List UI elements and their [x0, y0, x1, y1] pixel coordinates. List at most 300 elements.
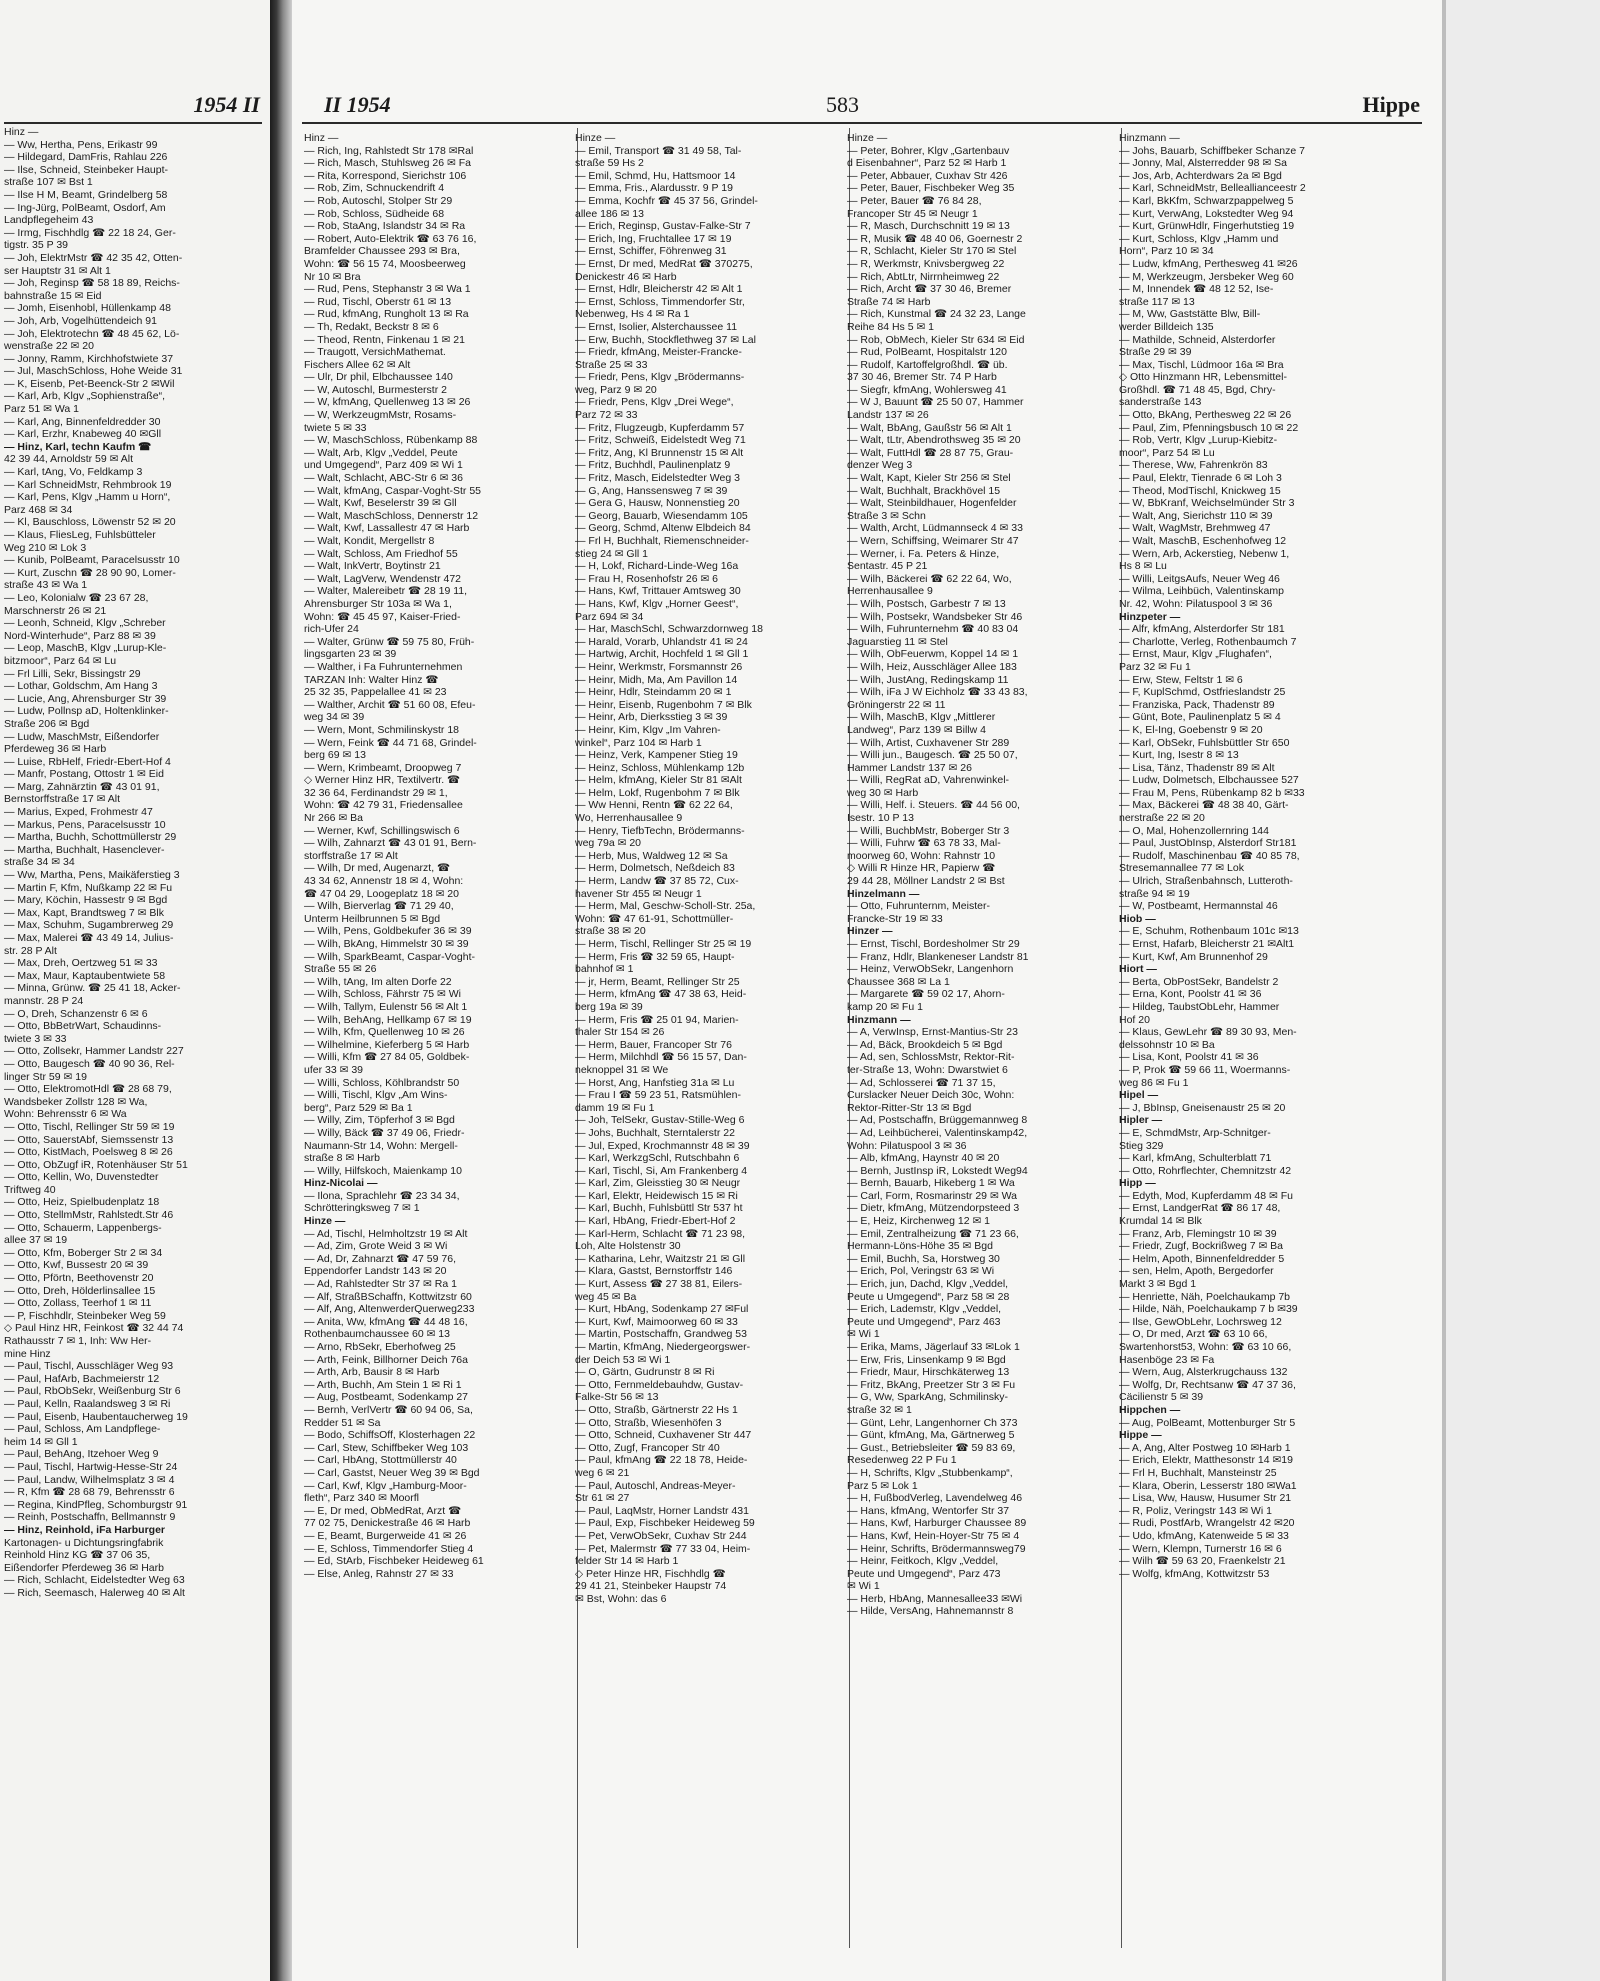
directory-entry: — Wilh, Tallym, Eulenstr 56 ✉ Alt 1	[304, 1000, 468, 1013]
directory-entry: — Erich, jun, Dachd, Klgv „Veddel,	[847, 1278, 1009, 1291]
directory-entry: — O, Gärtn, Gudrunstr 8 ✉ Ri	[575, 1366, 715, 1379]
directory-entry: felder Str 14 ✉ Harb 1	[575, 1555, 679, 1568]
directory-entry: — Erich, Pol, Veringstr 63 ✉ Wi	[847, 1265, 995, 1278]
right-page-header-year: II 1954	[324, 92, 391, 117]
directory-entry: — P, Prok ☎ 59 66 11, Woermanns-	[1119, 1063, 1291, 1076]
directory-entry: — Heinr, Kim, Klgv „Im Vahren-	[575, 723, 721, 736]
directory-entry: — Ed, StArb, Fischbeker Heideweg 61	[304, 1555, 484, 1568]
directory-entry: — Willi, BuchbMstr, Boberger Str 3	[847, 824, 1010, 837]
directory-entry: Eißendorfer Pferdeweg 36 ✉ Harb	[4, 1561, 164, 1574]
directory-entry: — Hartwig, Archit, Hochfeld 1 ✉ Gll 1	[575, 648, 749, 661]
directory-entry: Wandsbeker Zollstr 128 ✉ Wa,	[4, 1095, 148, 1108]
directory-entry: — Lisa, Tänz, Thadenstr 89 ✉ Alt	[1119, 761, 1275, 774]
directory-entry: — Emil, Transport ☎ 31 49 58, Tal-	[575, 144, 742, 157]
directory-entry: — Herm, kfmAng ☎ 47 38 63, Heid-	[575, 988, 747, 1001]
directory-entry: — Robert, Auto-Elektrik ☎ 63 76 16,	[304, 232, 477, 245]
directory-entry: twiete 5 ✉ 33	[304, 421, 367, 434]
directory-entry: — Wilh, JustAng, Redingskamp 11	[847, 673, 1009, 686]
directory-entry: — Günt, Bote, Paulinenplatz 5 ✉ 4	[1119, 711, 1281, 724]
directory-entry: — Willy, Zim, Töpferhof 3 ✉ Bgd	[304, 1114, 455, 1127]
directory-entry: 29 41 21, Steinbeker Haupstr 74	[575, 1580, 727, 1593]
directory-entry: — Friedr, Pens, Klgv „Drei Wege“,	[575, 396, 734, 409]
directory-entry: — G, Ww, SparkAng, Schmilinsky-	[847, 1391, 1009, 1404]
directory-entry: Wohn: Pilatuspool 3 ✉ 36	[847, 1139, 967, 1152]
directory-entry: — Otto, Straßb, Gärtnerstr 22 Hs 1	[575, 1403, 738, 1416]
directory-entry: — Kurt, VerwAng, Lokstedter Weg 94	[1119, 207, 1294, 220]
directory-entry: — Leo, Kolonialw ☎ 23 67 28,	[4, 591, 149, 604]
directory-entry: — Karl, HbAng, Friedr-Ebert-Hof 2	[575, 1215, 736, 1228]
directory-entry: lingsgarten 23 ✉ 39	[304, 648, 397, 661]
directory-entry: Landweg“, Parz 139 ✉ Billw 4	[847, 723, 986, 736]
directory-entry: — Mary, Köchin, Hassestr 9 ✉ Bgd	[4, 894, 168, 907]
directory-entry: — Otto, KistMach, Poelsweg 8 ✉ 26	[4, 1146, 173, 1159]
directory-entry: — Luise, RbHelf, Friedr-Ebert-Hof 4	[4, 755, 171, 768]
directory-entry: — Dietr, kfmAng, Mützendorpsteed 3	[847, 1202, 1020, 1215]
directory-entry: — Wilh ☎ 59 63 20, Fraenkelstr 21	[1119, 1555, 1286, 1568]
directory-entry: Hof 20	[1119, 1013, 1150, 1026]
directory-entry: — Erich, Ing, Fruchtallee 17 ✉ 19	[575, 232, 732, 245]
directory-entry: — Wolfg, Dr, Rechtsanw ☎ 47 37 36,	[1119, 1378, 1296, 1391]
directory-entry: rich-Ufer 24	[304, 623, 359, 636]
directory-entry: Triftweg 40	[4, 1183, 56, 1196]
directory-entry: — Wilh, SparkBeamt, Caspar-Voght-	[304, 950, 475, 963]
directory-entry: — Rudi, PostfArb, Wrangelstr 42 ✉20	[1119, 1517, 1295, 1530]
directory-entry: — Ing-Jürg, PolBeamt, Osdorf, Am	[4, 201, 166, 214]
directory-entry: — Bernh, JustInsp iR, Lokstedt Weg94	[847, 1164, 1028, 1177]
directory-entry: — Kurt, GrünwHdlr, Fingerhutstieg 19	[1119, 220, 1295, 233]
directory-entry: — Therese, Ww, Fahrenkrön 83	[1119, 459, 1268, 472]
directory-entry: — Walt, Kwf, Lassallestr 47 ✉ Harb	[304, 522, 470, 535]
directory-entry: — Ad, Rahlstedter Str 37 ✉ Ra 1	[304, 1278, 457, 1291]
directory-entry: — Hans, Kwf, Klgv „Horner Geest“,	[575, 597, 739, 610]
directory-entry: — Heinr, Hdlr, Steindamm 20 ✉ 1	[575, 686, 732, 699]
directory-entry: — Heinz, VerwObSekr, Langenhorn	[847, 963, 1014, 976]
directory-entry: ☎ 47 04 29, Loogeplatz 18 ✉ 20	[304, 887, 459, 900]
directory-entry: — Wern, Feink ☎ 44 71 68, Grindel-	[304, 736, 477, 749]
directory-entry: — Wilh, Postsch, Garbestr 7 ✉ 13	[847, 597, 1006, 610]
directory-entry: straße 43 ✉ Wa 1	[4, 579, 88, 592]
directory-entry: — Rich, Ing, Rahlstedt Str 178 ✉Ral	[304, 144, 474, 157]
directory-entry: — Aug, PolBeamt, Mottenburger Str 5	[1119, 1416, 1296, 1429]
directory-entry: — Alf, StraßBSchaffn, Kottwitzstr 60	[304, 1290, 472, 1303]
directory-entry: — Hildegard, DamFris, Rahlau 226	[4, 151, 168, 164]
directory-entry: — Karl, Pens, Klgv „Hamm u Horn“,	[4, 491, 171, 504]
directory-entry: — Paul, LaqMstr, Horner Landstr 431	[575, 1504, 749, 1517]
directory-entry: — Walter, Grünw ☎ 59 75 80, Früh-	[304, 635, 475, 648]
directory-entry: — Wilh, Dr med, Augenarzt, ☎	[304, 862, 451, 875]
directory-entry: Reihe 84 Hs 5 ✉ 1	[847, 320, 935, 333]
directory-entry: — W, kfmAng, Quellenweg 13 ✉ 26	[304, 396, 471, 409]
directory-entry: — Karl, tAng, Vo, Feldkamp 3	[4, 466, 143, 479]
directory-entry: Krumdal 14 ✉ Blk	[1119, 1215, 1202, 1228]
directory-entry: — A, VerwInsp, Ernst-Mantius-Str 23	[847, 1026, 1018, 1039]
directory-entry: — Willi jun., Baugesch. ☎ 25 50 07,	[847, 749, 1018, 762]
directory-entry: — Wern, Arb, Ackerstieg, Nebenw 1,	[1119, 547, 1290, 560]
directory-entry: ✉ Wi 1	[847, 1328, 880, 1341]
directory-entry: — Max, Dreh, Oertzweg 51 ✉ 33	[4, 957, 158, 970]
directory-entry: — Rich, Schlacht, Eidelstedter Weg 63	[4, 1574, 185, 1587]
directory-entry: — Karl, Arb, Klgv „Sophienstraße“,	[4, 390, 166, 403]
directory-entry: — Fritz, Schweiß, Eidelstedt Weg 71	[575, 434, 746, 447]
directory-entry: — Hans, Kwf, Harburger Chaussee 89	[847, 1517, 1027, 1530]
directory-entry: Pferdeweg 36 ✉ Harb	[4, 743, 107, 756]
directory-entry: 42 39 44, Arnoldstr 59 ✉ Alt	[4, 453, 134, 466]
directory-entry: — Rud, Tischl, Oberstr 61 ✉ 13	[304, 295, 452, 308]
directory-entry: — J, BbInsp, Gneisenaustr 25 ✉ 20	[1119, 1101, 1286, 1114]
directory-entry: Kartonagen- u Dichtungsringfabrik	[4, 1536, 164, 1549]
directory-entry: — Marg, Zahnärztin ☎ 43 01 91,	[4, 780, 160, 793]
directory-entry: — Walt, tLtr, Abendrothsweg 35 ✉ 20	[847, 434, 1021, 447]
directory-entry: — Ww, Hertha, Pens, Erikastr 99	[4, 138, 158, 151]
directory-entry: — Joh, Arb, Vogelhüttendeich 91	[4, 314, 157, 327]
directory-entry: — Peter, Bohrer, Klgv „Gartenbauv	[847, 144, 1010, 157]
directory-entry: — Klara, Gastst, Bernstorffstr 146	[575, 1265, 733, 1278]
directory-entry: — R, Werkmstr, Knivsbergweg 22	[847, 257, 1005, 270]
directory-entry: allee 37 ✉ 19	[4, 1234, 68, 1247]
directory-entry: Swartenhorst53, Wohn: ☎ 63 10 66,	[1119, 1341, 1292, 1353]
left-page	[0, 0, 270, 1981]
directory-entry: ◇ Paul Hinz HR, Feinkost ☎ 32 44 74	[4, 1322, 184, 1335]
directory-entry: — Heinr, Arb, Dierksstieg 3 ✉ 39	[575, 711, 728, 724]
right-page-column-4	[1119, 132, 1409, 1952]
directory-entry: — Frl Lilli, Sekr, Bissingstr 29	[4, 667, 141, 680]
directory-entry: — K, Eisenb, Pet-Beenck-Str 2 ✉Wil	[4, 377, 175, 390]
directory-entry: — Fritz, Flugzeugb, Kupferdamm 57	[575, 421, 745, 434]
directory-entry: Straße 74 ✉ Harb	[847, 295, 931, 308]
directory-entry: — Otto, Straßb, Wiesenhöfen 3	[575, 1416, 722, 1429]
directory-entry: Hermann-Löns-Höhe 35 ✉ Bgd	[847, 1240, 993, 1253]
directory-entry: — Heinr, Midh, Ma, Am Pavillon 14	[575, 673, 738, 686]
directory-entry: Wohn: ☎ 47 61-91, Schottmüller-	[575, 912, 734, 925]
directory-entry: moorweg 60, Wohn: Rahnstr 10	[847, 849, 996, 862]
directory-entry: — Bodo, SchiffsOff, Klosterhagen 22	[304, 1429, 476, 1442]
directory-entry: — Walther, Archit ☎ 51 60 08, Efeu-	[304, 698, 476, 711]
directory-entry: — H, FußbodVerleg, Lavendelweg 46	[847, 1492, 1023, 1505]
surname-heading: Hippchen —	[1119, 1403, 1181, 1416]
directory-entry: — Paul, Elektr, Tienrade 6 ✉ Loh 3	[1119, 472, 1282, 485]
directory-entry: — Herm, Milchhdl ☎ 56 15 57, Dan-	[575, 1051, 747, 1064]
column-heading: Hinze —	[575, 132, 616, 144]
directory-entry: Unterm Heilbrunnen 5 ✉ Bgd	[304, 912, 441, 925]
directory-entry: — Rob, ObMech, Kieler Str 634 ✉ Eid	[847, 333, 1025, 346]
directory-entry: straße 32 ✉ 1	[847, 1403, 912, 1416]
directory-entry: — Walt, WagMstr, Brehmweg 47	[1119, 522, 1271, 535]
directory-entry: — Wern, Mont, Schmilinskystr 18	[304, 723, 460, 736]
directory-entry: — Willi, Kfm ☎ 27 84 05, Goldbek-	[304, 1051, 470, 1064]
directory-entry: — Marius, Exped, Frohmestr 47	[4, 806, 153, 819]
directory-entry: — Ludw, MaschMstr, Eißendorfer	[4, 730, 160, 743]
directory-entry: — Wilh, Schloss, Fährstr 75 ✉ Wi	[304, 988, 461, 1001]
directory-entry: — Walt, Schloss, Am Friedhof 55	[304, 547, 458, 560]
directory-entry: — Ernst, Dr med, MedRat ☎ 370275,	[575, 257, 753, 270]
directory-entry: — Karl, Tischl, Si, Am Frankenberg 4	[575, 1164, 748, 1177]
directory-entry: — Kurt, Schloss, Klgv „Hamm und	[1119, 232, 1279, 245]
directory-entry: — Th, Redakt, Beckstr 8 ✉ 6	[304, 320, 439, 333]
directory-entry: ufer 33 ✉ 39	[304, 1063, 364, 1076]
directory-entry: — Paul, Tischl, Hartwig-Hesse-Str 24	[4, 1460, 178, 1473]
directory-entry: ◇ Peter Hinze HR, Fischhdlg ☎	[575, 1567, 726, 1580]
directory-entry: — Siegfr, kfmAng, Wohlersweg 41	[847, 383, 1007, 396]
directory-entry: — Walt, MaschSchloss, Dennerstr 12	[304, 509, 479, 522]
directory-entry: Loh, Alte Holstenstr 30	[575, 1240, 681, 1253]
directory-entry: — Helm, Lokf, Rugenbohm 7 ✉ Blk	[575, 786, 740, 799]
directory-entry: — Heinr, Schrifts, Brödermannsweg79	[847, 1542, 1026, 1555]
directory-entry: — Walt, Arb, Klgv „Veddel, Peute	[304, 446, 458, 459]
directory-entry: — Kunib, PolBeamt, Paracelsusstr 10	[4, 554, 180, 567]
directory-entry: — Willy, Bäck ☎ 37 49 06, Friedr-	[304, 1126, 465, 1139]
directory-entry: weg 30 ✉ Harb	[847, 786, 919, 799]
directory-entry: — Hans, kfmAng, Wentorfer Str 37	[847, 1504, 1010, 1517]
directory-entry: — Helm, Apoth, Binnenfeldredder 5	[1119, 1252, 1285, 1265]
directory-entry: — Ernst, Tischl, Bordesholmer Str 29	[847, 938, 1020, 950]
directory-entry: straße 34 ✉ 34	[4, 856, 75, 869]
directory-entry: — Paul, JustObInsp, Alsterdorf Str181	[1119, 837, 1297, 850]
directory-entry: — Bernh, VerlVertr ☎ 60 94 06, Sa,	[304, 1403, 473, 1416]
directory-entry: — Fritz, Buchhdl, Paulinenplatz 9	[575, 459, 731, 472]
directory-entry: Parz 32 ✉ Fu 1	[1119, 660, 1191, 673]
directory-entry: Nord-Winterhude“, Parz 88 ✉ 39	[4, 629, 156, 642]
directory-entry: — Erw, Stew, Feltstr 1 ✉ 6	[1119, 673, 1243, 686]
directory-entry: — Walt, LagVerw, Wendenstr 472	[304, 572, 461, 585]
directory-entry: Parz 5 ✉ Lok 1	[847, 1479, 918, 1492]
directory-entry: Wohn: Behrensstr 6 ✉ Wa	[4, 1108, 127, 1121]
directory-entry: — Hilde, Näh, Poelchaukamp 7 b ✉39	[1119, 1303, 1298, 1316]
directory-entry: — Rud, Pens, Stephanstr 3 ✉ Wa 1	[304, 283, 471, 296]
directory-entry: — Ad, sen, SchlossMstr, Rektor-Rit-	[847, 1051, 1015, 1064]
directory-entry: — Edyth, Mod, Kupferdamm 48 ✉ Fu	[1119, 1189, 1293, 1202]
directory-entry: — Otto, Tischl, Rellinger Str 59 ✉ 19	[4, 1120, 175, 1133]
directory-entry: Peute und Umgegend“, Parz 463	[847, 1315, 1001, 1328]
directory-entry: — Carl, Gastst, Neuer Weg 39 ✉ Bgd	[304, 1466, 480, 1479]
directory-entry: — Carl, HbAng, Stottmüllerstr 40	[304, 1454, 457, 1467]
directory-entry: — Werner, i. Fa. Peters & Hinze,	[847, 547, 1000, 560]
directory-entry: — Willi, Helf. i. Steuers. ☎ 44 56 00,	[847, 799, 1020, 812]
directory-entry: weg 34 ✉ 39	[304, 711, 365, 724]
directory-entry: — Wilh, Bäckerei ☎ 62 22 64, Wo,	[847, 572, 1012, 585]
directory-entry: — Peter, Abbauer, Cuxhav Str 426	[847, 169, 1008, 182]
directory-entry: — Peter, Bauer ☎ 76 84 28,	[847, 194, 982, 207]
right-page-column-2	[575, 132, 843, 1952]
directory-entry: — Werner, Kwf, Schillingswisch 6	[304, 824, 460, 837]
directory-entry: — Paul, Zim, Pfenningsbusch 10 ✉ 22	[1119, 421, 1299, 434]
directory-entry: — Rob, Zim, Schnuckendrift 4	[304, 182, 445, 195]
directory-entry: — Wilh, Bierverlag ☎ 71 29 40,	[304, 900, 454, 913]
directory-entry: — Max, Schuhm, Sugambrerweg 29	[4, 919, 174, 932]
directory-entry: — Pet, Malermstr ☎ 77 33 04, Heim-	[575, 1542, 751, 1555]
directory-entry: — Franziska, Pack, Thadenstr 89	[1119, 698, 1275, 711]
directory-entry: — Fritz, BkAng, Preetzer Str 3 ✉ Fu	[847, 1378, 1016, 1391]
directory-entry: Nebenweg, Hs 4 ✉ Ra 1	[575, 308, 690, 321]
right-page-header-left	[324, 92, 391, 120]
directory-entry: — Ludw, Pollnsp aD, Holtenklinker-	[4, 705, 169, 718]
directory-entry: — Frau H, Rosenhofstr 26 ✉ 6	[575, 572, 719, 585]
directory-entry: — Wilh, BehAng, Hellkamp 67 ✉ 19	[304, 1013, 472, 1026]
directory-entry: — Martin, KfmAng, Niedergeorgswer-	[575, 1341, 751, 1353]
directory-entry: Redder 51 ✉ Sa	[304, 1416, 381, 1429]
directory-entry: — Lisa, Kont, Poolstr 41 ✉ 36	[1119, 1051, 1259, 1064]
directory-entry: Großhdl. ☎ 71 48 45, Bgd, Chry-	[1119, 383, 1276, 396]
directory-entry: — Bernh, Bauarb, Hikeberg 1 ✉ Wa	[847, 1177, 1015, 1190]
directory-entry: — Franz, Hdlr, Blankeneser Landstr 81	[847, 950, 1029, 963]
directory-entry: — Ad, Leihbücherei, Valentinskamp42,	[847, 1126, 1028, 1139]
directory-entry: — Walt, BbAng, Gaußstr 56 ✉ Alt 1	[847, 421, 1012, 434]
directory-entry: — A, Ang, Alter Postweg 10 ✉Harb 1	[1119, 1441, 1291, 1454]
directory-entry: — Ad, Zim, Grote Weid 3 ✉ Wi	[304, 1240, 448, 1253]
directory-entry: — R, Musik ☎ 48 40 06, Goernestr 2	[847, 232, 1023, 245]
directory-entry: — Karl SchneidMstr, Rehmbrook 19	[4, 478, 172, 491]
directory-entry: — Peter, Bauer, Fischbeker Weg 35	[847, 182, 1015, 195]
directory-entry: — Willi, RegRat aD, Vahrenwinkel-	[847, 774, 1010, 787]
directory-entry: — sen, Helm, Apoth, Bergedorfer	[1119, 1265, 1274, 1278]
directory-entry: — Wilh, ObFeuerwm, Koppel 14 ✉ 1	[847, 648, 1019, 661]
directory-entry: — Ulrich, Straßenbahnsch, Lutteroth-	[1119, 875, 1293, 888]
directory-entry: — Kl, Bauschloss, Löwenstr 52 ✉ 20	[4, 516, 176, 529]
directory-entry: Stieg 329	[1119, 1139, 1164, 1152]
directory-entry: — Karl, kfmAng, Schulterblatt 71	[1119, 1152, 1272, 1165]
directory-entry: — E, Dr med, ObMedRat, Arzt ☎	[304, 1504, 462, 1517]
directory-entry: — Herm, Mal, Geschw-Scholl-Str. 25a,	[575, 900, 756, 913]
directory-entry: — E, Schuhm, Rothenbaum 101c ✉13	[1119, 925, 1299, 938]
directory-entry: — Ad, Postschaffn, Brüggemannweg 8	[847, 1114, 1028, 1127]
directory-entry: — Ernst, Schloss, Timmendorfer Str,	[575, 295, 745, 308]
directory-entry: — Ad, Bäck, Brookdeich 5 ✉ Bgd	[847, 1038, 1003, 1051]
column-heading: Hinzmann —	[1119, 132, 1180, 144]
directory-entry: — Joh, TelSekr, Gustav-Stille-Weg 6	[575, 1114, 745, 1127]
directory-entry: 29 44 28, Möllner Landstr 2 ✉ Bst	[847, 875, 1005, 888]
directory-entry: — Martin F, Kfm, Nußkamp 22 ✉ Fu	[4, 881, 173, 894]
directory-entry: — Kurt, Ing, Isestr 8 ✉ 13	[1119, 749, 1239, 762]
directory-entry: Herrenhausallee 9	[847, 585, 933, 598]
directory-entry: stieg 24 ✉ Gll 1	[575, 547, 648, 560]
directory-entry: — Erich, Reginsp, Gustav-Falke-Str 7	[575, 220, 751, 233]
directory-entry: — Rich, Masch, Stuhlsweg 26 ✉ Fa	[304, 157, 471, 170]
directory-entry: — Pet, VerwObSekr, Cuxhav Str 244	[575, 1529, 747, 1542]
directory-entry: — Hildeg, TaubstObLehr, Hammer	[1119, 1000, 1280, 1013]
directory-entry: — Emma, Kochfr ☎ 45 37 56, Grindel-	[575, 194, 758, 207]
directory-entry: 25 32 35, Pappelallee 41 ✉ 23	[304, 686, 447, 699]
directory-entry: — R, Kfm ☎ 28 68 79, Behrensstr 6	[4, 1486, 175, 1499]
directory-entry: — Minna, Grünw. ☎ 25 41 18, Acker-	[4, 982, 181, 995]
directory-entry: — Otto, StellmMstr, Rahlstedt.Str 46	[4, 1209, 174, 1222]
directory-entry: Bramfelder Chaussee 293 ✉ Bra,	[304, 245, 460, 258]
directory-entry: — Ludw, kfmAng, Perthesweg 41 ✉26	[1119, 257, 1298, 270]
directory-entry: — Walt, Ang, Sierichstr 110 ✉ 39	[1119, 509, 1273, 522]
column-heading: Hinz —	[304, 132, 339, 144]
directory-entry: — Hilde, VersAng, Hahnemannstr 8	[847, 1605, 1014, 1618]
directory-entry: — Herm, Landw ☎ 37 85 72, Cux-	[575, 875, 739, 888]
directory-entry: — Ulr, Dr phil, Elbchaussee 140	[304, 371, 453, 384]
right-page-header-rule	[302, 122, 1422, 124]
directory-entry: — Herm, Fris ☎ 32 59 65, Haupt-	[575, 950, 735, 963]
directory-entry: — Otto, Kwf, Bussestr 20 ✉ 39	[4, 1259, 149, 1272]
directory-entry: — E, Heiz, Kirchenweg 12 ✉ 1	[847, 1215, 991, 1228]
directory-entry: — Emma, Fris., Alardusstr. 9 P 19	[575, 182, 733, 195]
directory-entry: — Theod, Rentn, Finkenau 1 ✉ 21	[304, 333, 465, 346]
directory-entry: — R, Masch, Durchschnitt 19 ✉ 13	[847, 220, 1010, 233]
directory-entry: — Alf, Ang, AltenwerderQuerweg233	[304, 1303, 475, 1316]
directory-entry: — Martin, Postschaffn, Grandweg 53	[575, 1328, 747, 1341]
directory-entry: — Johs, Buchhalt, Sterntalerstr 22	[575, 1126, 735, 1139]
directory-entry: — Erich, Elektr, Matthesonstr 14 ✉19	[1119, 1454, 1293, 1467]
directory-entry: neknoppel 31 ✉ We	[575, 1063, 669, 1076]
surname-heading: Hinzer —	[847, 925, 893, 938]
directory-entry: — E, Schloss, Timmendorfer Stieg 4	[304, 1542, 474, 1555]
directory-entry: storffstraße 17 ✉ Alt	[304, 849, 398, 862]
directory-entry: — Willi, LeitgsAufs, Neuer Weg 46	[1119, 572, 1280, 585]
directory-entry: bahnhof ✉ 1	[575, 963, 634, 976]
directory-entry: — Kurt, HbAng, Sodenkamp 27 ✉Ful	[575, 1303, 749, 1316]
surname-heading: Hiort —	[1119, 963, 1157, 976]
directory-entry: fleth“, Parz 340 ✉ Moorfl	[304, 1492, 420, 1505]
directory-entry: — Otto, Fuhrunternm, Meister-	[847, 900, 990, 913]
directory-entry: — Helm, kfmAng, Kieler Str 81 ✉Alt	[575, 774, 742, 787]
directory-entry: straße 94 ✉ 19	[1119, 887, 1190, 900]
directory-entry: — Otto, Dreh, Hölderlinsallee 15	[4, 1284, 156, 1297]
directory-entry: d Eisenbahner“, Parz 52 ✉ Harb 1	[847, 157, 1007, 170]
directory-entry: der Deich 53 ✉ Wi 1	[575, 1353, 671, 1366]
directory-entry: — Otto, BkAng, Perthesweg 22 ✉ 26	[1119, 409, 1292, 422]
right-page-header-right	[1292, 92, 1420, 120]
directory-entry: Wohn: ☎ 42 79 31, Friedensallee	[304, 799, 463, 812]
directory-entry: — Karl, WerkzgSchl, Rutschbahn 6	[575, 1152, 740, 1165]
directory-entry: Ahrensburger Str 103a ✉ Wa 1,	[304, 597, 452, 610]
directory-entry: — Arth, Buchh, Am Stein 1 ✉ Ri 1	[304, 1378, 462, 1391]
right-margin	[1442, 0, 1600, 1981]
surname-heading: Hipp —	[1119, 1177, 1156, 1190]
directory-entry: weg 45 ✉ Ba	[575, 1290, 637, 1303]
directory-entry: — Jul, MaschSchloss, Hohe Weide 31	[4, 365, 183, 378]
directory-entry: — Martha, Buchhalt, Hasenclever-	[4, 843, 165, 856]
directory-entry: 32 36 64, Ferdinandstr 29 ✉ 1,	[304, 786, 448, 799]
directory-entry: damm 19 ✉ Fu 1	[575, 1101, 655, 1114]
directory-entry: Nr 266 ✉ Ba	[304, 812, 363, 825]
directory-entry: — Markus, Pens, Paracelsusstr 10	[4, 818, 166, 831]
directory-entry: — Herm, Dolmetsch, Neßdeich 83	[575, 862, 735, 875]
directory-entry: — Max, Tischl, Lüdmoor 16a ✉ Bra	[1119, 358, 1284, 371]
directory-entry: — Karl, SchneidMstr, Belleallianceestr 2	[1119, 182, 1306, 195]
directory-entry: — Erika, Mams, Jägerlauf 33 ✉Lok 1	[847, 1341, 1020, 1353]
directory-entry: — Charlotte, Verleg, Rothenbaumch 7	[1119, 635, 1297, 648]
directory-entry: — Paul, Tischl, Ausschläger Weg 93	[4, 1360, 174, 1373]
directory-entry: linger Str 59 ✉ 19	[4, 1070, 87, 1083]
directory-entry: — Friedr, kfmAng, Meister-Francke-	[575, 346, 742, 359]
directory-entry: denzer Weg 3	[847, 459, 913, 472]
directory-entry: — W, WerkzeugmMstr, Rosams-	[304, 409, 457, 422]
directory-entry: — Heinr, Feitkoch, Klgv „Veddel,	[847, 1555, 999, 1568]
directory-entry: — Wern, Schiffsing, Weimarer Str 47	[847, 535, 1019, 547]
directory-entry: Straße 3 ✉ Schn	[847, 509, 926, 522]
directory-entry: — Wern, Klempn, Turnerstr 16 ✉ 6	[1119, 1542, 1282, 1555]
directory-entry: Rektor-Ritter-Str 13 ✉ Bgd	[847, 1101, 972, 1114]
directory-entry: — Paul, Autoschl, Andreas-Meyer-	[575, 1479, 736, 1492]
directory-entry: — Theod, ModTischl, Knickweg 15	[1119, 484, 1281, 497]
directory-entry: Peute und Umgegend“, Parz 473	[847, 1567, 1001, 1580]
directory-entry: thaler Str 154 ✉ 26	[575, 1026, 665, 1039]
directory-entry: — Karl, Zim, Gleisstieg 30 ✉ Neugr	[575, 1177, 741, 1190]
directory-entry: 77 02 75, Denickestraße 46 ✉ Harb	[304, 1517, 471, 1530]
directory-entry: — Wilh, Fuhrunternehm ☎ 40 83 04	[847, 623, 1019, 636]
directory-entry: — Lucie, Ang, Ahrensburger Str 39	[4, 692, 167, 705]
directory-entry: — Ernst, Hdlr, Bleicherstr 42 ✉ Alt 1	[575, 283, 743, 296]
directory-entry: — Walt, kfmAng, Caspar-Voght-Str 55	[304, 484, 482, 497]
directory-entry: — Rudolf, Kartoffelgroßhdl. ☎ üb.	[847, 358, 1008, 371]
directory-entry: Straße 25 ✉ 33	[575, 358, 648, 371]
directory-entry: — Wern, Aug, Alsterkrugchauss 132	[1119, 1366, 1288, 1379]
directory-entry: Francke-Str 19 ✉ 33	[847, 912, 943, 925]
directory-entry: — Henry, TiefbTechn, Brödermanns-	[575, 824, 745, 837]
directory-entry: — Walt, Kwf, Beselerstr 39 ✉ Gll	[304, 497, 457, 510]
directory-entry: — Rud, PolBeamt, Hospitalstr 120	[847, 346, 1007, 359]
